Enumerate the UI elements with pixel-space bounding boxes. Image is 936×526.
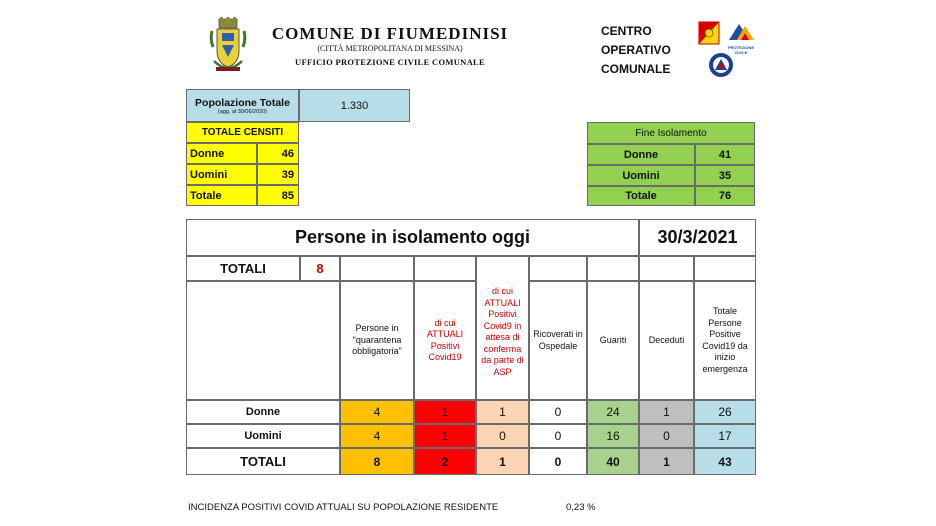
population-value: 1.330 (299, 89, 410, 122)
col-header-ricoverati: Ricoverati in Ospedale (529, 281, 587, 400)
population-label-cell (186, 89, 299, 122)
value-cell: 43 (694, 448, 756, 475)
censiti-label-donne: Donne (186, 143, 257, 164)
empty-cell (587, 256, 639, 281)
value-cell: 1 (639, 448, 694, 475)
coc-line: CENTRO (601, 24, 652, 38)
col-header-attuali-positivi: di cui ATTUALI Positivi Covid19 (414, 281, 476, 400)
coc-label (601, 22, 671, 79)
empty-cell (529, 256, 587, 281)
value-cell: 0 (476, 424, 529, 448)
coat-of-arms-logo (208, 17, 248, 75)
isolation-date: 30/3/2021 (639, 219, 756, 256)
value-cell: 0 (639, 424, 694, 448)
population-label: Popolazione Totale (195, 96, 290, 109)
censiti-label-uomini: Uomini (186, 164, 257, 185)
totali-label: TOTALI (186, 256, 300, 281)
value-cell: 40 (587, 448, 639, 475)
incidence-label: INCIDENZA POSITIVI COVID ATTUALI SU POPOLAZIONE RESIDENTE (188, 502, 499, 513)
office-name: UFFICIO PROTEZIONE CIVILE COMUNALE (295, 57, 485, 67)
value-cell: 1 (476, 400, 529, 424)
incidence-value: 0,23 % (566, 502, 596, 513)
value-cell: 16 (587, 424, 639, 448)
value-cell: 0 (529, 448, 587, 475)
value-cell: 17 (694, 424, 756, 448)
censiti-value-donne: 46 (257, 143, 299, 164)
row-label-header (186, 281, 340, 400)
col-header-deceduti: Deceduti (639, 281, 694, 400)
value-cell: 0 (529, 400, 587, 424)
protezione-civile-text: PROTEZIONE CIVILE (727, 45, 754, 55)
col-header-guariti: Guariti (587, 281, 639, 400)
empty-cell (639, 256, 694, 281)
value-cell: 1 (476, 448, 529, 475)
coc-line: OPERATIVO (601, 43, 671, 57)
fine-value-donne: 41 (695, 144, 755, 165)
comune-title: COMUNE DI FIUMEDINISI (271, 24, 509, 43)
totali-value: 8 (300, 256, 340, 281)
col-header-quarantena: Persone in "quarantena obbligatoria" (340, 281, 414, 400)
row-label-donne: Donne (186, 400, 340, 424)
fine-value-totale: 76 (695, 186, 755, 206)
col-header-totale-positive: Totale Persone Positive Covid19 da inizio emergenza (694, 281, 756, 400)
value-cell: 24 (587, 400, 639, 424)
fine-label-uomini: Uomini (587, 165, 695, 186)
censiti-title: TOTALE CENSITI (186, 122, 299, 143)
censiti-value-uomini: 39 (257, 164, 299, 185)
empty-cell (414, 256, 476, 281)
coc-line: COMUNALE (601, 62, 671, 76)
isolation-title: Persone in isolamento oggi (186, 219, 639, 256)
col-header-attesa-conferma: di cui ATTUALI Positivi Covid9 in attesa di conferma da parte di ASP (476, 256, 529, 400)
fine-value-uomini: 35 (695, 165, 755, 186)
fine-label-donne: Donne (587, 144, 695, 165)
value-cell: 1 (639, 400, 694, 424)
empty-cell (694, 256, 756, 281)
protezione-civile-logo (724, 20, 758, 55)
censiti-label-totale: Totale (186, 185, 257, 206)
value-cell: 1 (414, 400, 476, 424)
value-cell: 2 (414, 448, 476, 475)
empty-cell (340, 256, 414, 281)
value-cell: 0 (529, 424, 587, 448)
value-cell: 4 (340, 400, 414, 424)
row-label-totali: TOTALI (186, 448, 340, 475)
censiti-value-totale: 85 (257, 185, 299, 206)
population-note: (agg. al 30/06/2020) (217, 108, 268, 115)
fine-label-totale: Totale (587, 186, 695, 206)
comune-subtitle: (CITTÀ METROPOLITANA DI MESSINA) (317, 44, 463, 53)
value-cell: 1 (414, 424, 476, 448)
value-cell: 8 (340, 448, 414, 475)
fine-isolamento-title: Fine Isolamento (587, 122, 755, 144)
value-cell: 4 (340, 424, 414, 448)
value-cell: 26 (694, 400, 756, 424)
sicilia-region-logo (698, 21, 720, 45)
civil-protection-emblem (708, 52, 734, 78)
row-label-uomini: Uomini (186, 424, 340, 448)
